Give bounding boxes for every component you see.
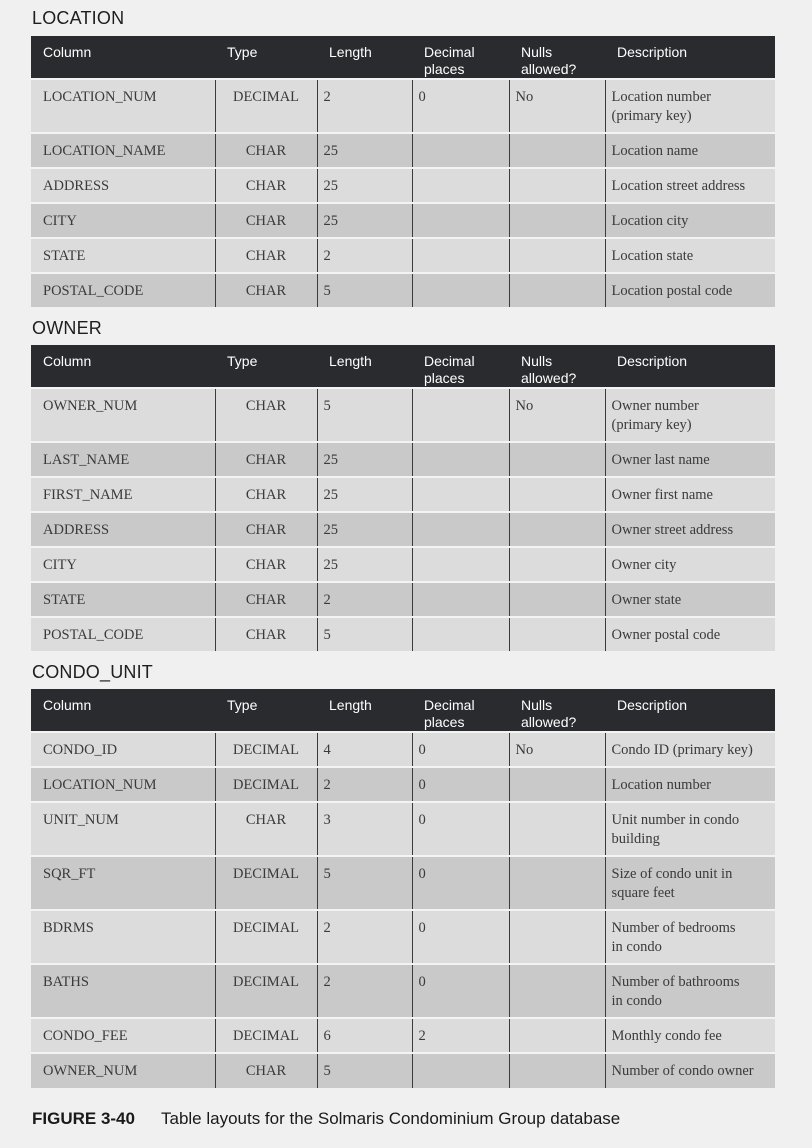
cell-nulls-allowed: [509, 582, 605, 617]
cell-description: Owner city: [605, 547, 775, 582]
cell-length: 6: [317, 1018, 412, 1053]
cell-type: CHAR: [215, 133, 317, 168]
cell-nulls-allowed: No: [509, 732, 605, 767]
cell-type: DECIMAL: [215, 856, 317, 910]
cell-description: Owner first name: [605, 477, 775, 512]
header-nulls-allowed: Nulls allowed?: [509, 689, 605, 732]
cell-length: 2: [317, 238, 412, 273]
cell-column-name: POSTAL_CODE: [31, 617, 215, 651]
header-length: Length: [317, 689, 412, 732]
cell-column-name: SQR_FT: [31, 856, 215, 910]
cell-length: 25: [317, 547, 412, 582]
cell-decimal-places: [412, 582, 509, 617]
cell-decimal-places: 0: [412, 856, 509, 910]
cell-nulls-allowed: [509, 273, 605, 307]
cell-description: Number of bathrooms in condo: [605, 964, 775, 1018]
cell-decimal-places: [412, 617, 509, 651]
cell-decimal-places: [412, 547, 509, 582]
table-row: [31, 856, 775, 910]
cell-column-name: ADDRESS: [31, 168, 215, 203]
cell-nulls-allowed: [509, 512, 605, 547]
header-type: Type: [215, 36, 317, 79]
cell-column-name: STATE: [31, 238, 215, 273]
table-row: [31, 582, 775, 617]
figure-caption-text: Table layouts for the Solmaris Condominium Group database: [160, 1109, 621, 1128]
cell-decimal-places: 0: [412, 964, 509, 1018]
cell-description: Location state: [605, 238, 775, 273]
cell-nulls-allowed: [509, 802, 605, 856]
owner-table: [31, 345, 775, 651]
table-row: [31, 1018, 775, 1053]
cell-decimal-places: [412, 388, 509, 442]
cell-column-name: CITY: [31, 203, 215, 238]
header-column-name: Column: [31, 689, 215, 732]
cell-column-name: CONDO_FEE: [31, 1018, 215, 1053]
table-row: [31, 547, 775, 582]
owner-table-title: OWNER: [32, 318, 102, 338]
cell-type: CHAR: [215, 273, 317, 307]
cell-type: CHAR: [215, 168, 317, 203]
cell-description: Monthly condo fee: [605, 1018, 775, 1053]
cell-column-name: OWNER_NUM: [31, 1053, 215, 1088]
cell-decimal-places: [412, 1053, 509, 1088]
cell-type: CHAR: [215, 512, 317, 547]
cell-column-name: UNIT_NUM: [31, 802, 215, 856]
cell-column-name: OWNER_NUM: [31, 388, 215, 442]
header-nulls-allowed: Nulls allowed?: [509, 36, 605, 79]
cell-decimal-places: 0: [412, 732, 509, 767]
cell-decimal-places: 0: [412, 767, 509, 802]
cell-type: CHAR: [215, 203, 317, 238]
header-type: Type: [215, 689, 317, 732]
cell-length: 25: [317, 477, 412, 512]
header-column-name: Column: [31, 36, 215, 79]
cell-description: Number of bedrooms in condo: [605, 910, 775, 964]
header-column-name: Column: [31, 345, 215, 388]
condo-unit-table-title: CONDO_UNIT: [32, 662, 154, 682]
cell-description: Condo ID (primary key): [605, 732, 775, 767]
cell-length: 2: [317, 79, 412, 133]
table-row: [31, 238, 775, 273]
cell-type: DECIMAL: [215, 767, 317, 802]
cell-decimal-places: [412, 273, 509, 307]
cell-type: CHAR: [215, 547, 317, 582]
cell-nulls-allowed: [509, 477, 605, 512]
cell-column-name: STATE: [31, 582, 215, 617]
cell-column-name: LOCATION_NAME: [31, 133, 215, 168]
header-length: Length: [317, 36, 412, 79]
cell-description: Owner state: [605, 582, 775, 617]
cell-description: Owner last name: [605, 442, 775, 477]
table-row: [31, 477, 775, 512]
cell-decimal-places: [412, 133, 509, 168]
cell-column-name: LAST_NAME: [31, 442, 215, 477]
cell-decimal-places: [412, 512, 509, 547]
cell-nulls-allowed: [509, 964, 605, 1018]
cell-description: Owner street address: [605, 512, 775, 547]
cell-column-name: LOCATION_NUM: [31, 767, 215, 802]
cell-decimal-places: 2: [412, 1018, 509, 1053]
cell-type: CHAR: [215, 582, 317, 617]
table-row: [31, 168, 775, 203]
cell-type: DECIMAL: [215, 79, 317, 133]
cell-decimal-places: 0: [412, 802, 509, 856]
cell-description: Location name: [605, 133, 775, 168]
cell-type: CHAR: [215, 238, 317, 273]
cell-type: CHAR: [215, 802, 317, 856]
cell-nulls-allowed: [509, 203, 605, 238]
figure-label: FIGURE 3-40: [32, 1109, 135, 1128]
header-description: Description: [605, 36, 775, 79]
cell-decimal-places: [412, 238, 509, 273]
cell-type: CHAR: [215, 442, 317, 477]
cell-decimal-places: [412, 442, 509, 477]
cell-description: Location number: [605, 767, 775, 802]
table-row: [31, 79, 775, 133]
condo-unit-table: [31, 689, 775, 1088]
cell-length: 2: [317, 910, 412, 964]
header-decimal-places: Decimal places: [412, 36, 509, 79]
cell-nulls-allowed: [509, 1053, 605, 1088]
cell-length: 2: [317, 767, 412, 802]
header-description: Description: [605, 345, 775, 388]
cell-description: Size of condo unit in square feet: [605, 856, 775, 910]
cell-column-name: BDRMS: [31, 910, 215, 964]
cell-nulls-allowed: [509, 856, 605, 910]
table-row: [31, 273, 775, 307]
table-row: [31, 442, 775, 477]
cell-description: Owner postal code: [605, 617, 775, 651]
cell-type: CHAR: [215, 617, 317, 651]
cell-nulls-allowed: No: [509, 79, 605, 133]
cell-nulls-allowed: [509, 1018, 605, 1053]
cell-decimal-places: [412, 477, 509, 512]
cell-column-name: CONDO_ID: [31, 732, 215, 767]
cell-description: Location postal code: [605, 273, 775, 307]
cell-length: 3: [317, 802, 412, 856]
cell-type: DECIMAL: [215, 1018, 317, 1053]
table-row: [31, 388, 775, 442]
location-table-title: LOCATION: [32, 8, 125, 28]
cell-length: 5: [317, 388, 412, 442]
header-decimal-places: Decimal places: [412, 689, 509, 732]
cell-type: CHAR: [215, 477, 317, 512]
cell-description: Number of condo owner: [605, 1053, 775, 1088]
cell-description: Location number (primary key): [605, 79, 775, 133]
table-row: [31, 910, 775, 964]
table-row: [31, 512, 775, 547]
header-row: [31, 689, 775, 732]
cell-length: 5: [317, 856, 412, 910]
cell-nulls-allowed: [509, 238, 605, 273]
cell-length: 2: [317, 964, 412, 1018]
header-description: Description: [605, 689, 775, 732]
cell-length: 5: [317, 1053, 412, 1088]
cell-decimal-places: 0: [412, 79, 509, 133]
cell-length: 2: [317, 582, 412, 617]
table-row: [31, 767, 775, 802]
figure-caption: [32, 1109, 620, 1129]
cell-nulls-allowed: [509, 910, 605, 964]
cell-type: DECIMAL: [215, 964, 317, 1018]
cell-column-name: LOCATION_NUM: [31, 79, 215, 133]
cell-length: 25: [317, 133, 412, 168]
cell-type: CHAR: [215, 1053, 317, 1088]
header-decimal-places: Decimal places: [412, 345, 509, 388]
cell-column-name: BATHS: [31, 964, 215, 1018]
table-row: [31, 732, 775, 767]
cell-description: Location city: [605, 203, 775, 238]
cell-column-name: POSTAL_CODE: [31, 273, 215, 307]
cell-description: Location street address: [605, 168, 775, 203]
cell-column-name: ADDRESS: [31, 512, 215, 547]
cell-type: CHAR: [215, 388, 317, 442]
cell-length: 5: [317, 617, 412, 651]
cell-column-name: CITY: [31, 547, 215, 582]
cell-column-name: FIRST_NAME: [31, 477, 215, 512]
cell-length: 4: [317, 732, 412, 767]
table-row: [31, 964, 775, 1018]
cell-length: 5: [317, 273, 412, 307]
cell-description: Owner number (primary key): [605, 388, 775, 442]
cell-type: DECIMAL: [215, 910, 317, 964]
cell-nulls-allowed: [509, 133, 605, 168]
cell-decimal-places: [412, 168, 509, 203]
table-row: [31, 203, 775, 238]
header-nulls-allowed: Nulls allowed?: [509, 345, 605, 388]
table-row: [31, 133, 775, 168]
cell-type: DECIMAL: [215, 732, 317, 767]
cell-nulls-allowed: [509, 547, 605, 582]
header-row: [31, 345, 775, 388]
table-row: [31, 617, 775, 651]
cell-decimal-places: 0: [412, 910, 509, 964]
cell-nulls-allowed: [509, 617, 605, 651]
table-row: [31, 802, 775, 856]
cell-nulls-allowed: [509, 168, 605, 203]
location-table: [31, 36, 775, 307]
cell-description: Unit number in condo building: [605, 802, 775, 856]
cell-length: 25: [317, 168, 412, 203]
header-length: Length: [317, 345, 412, 388]
cell-length: 25: [317, 442, 412, 477]
table-row: [31, 1053, 775, 1088]
cell-decimal-places: [412, 203, 509, 238]
cell-length: 25: [317, 512, 412, 547]
header-type: Type: [215, 345, 317, 388]
cell-nulls-allowed: [509, 767, 605, 802]
cell-nulls-allowed: [509, 442, 605, 477]
cell-length: 25: [317, 203, 412, 238]
header-row: [31, 36, 775, 79]
cell-nulls-allowed: No: [509, 388, 605, 442]
